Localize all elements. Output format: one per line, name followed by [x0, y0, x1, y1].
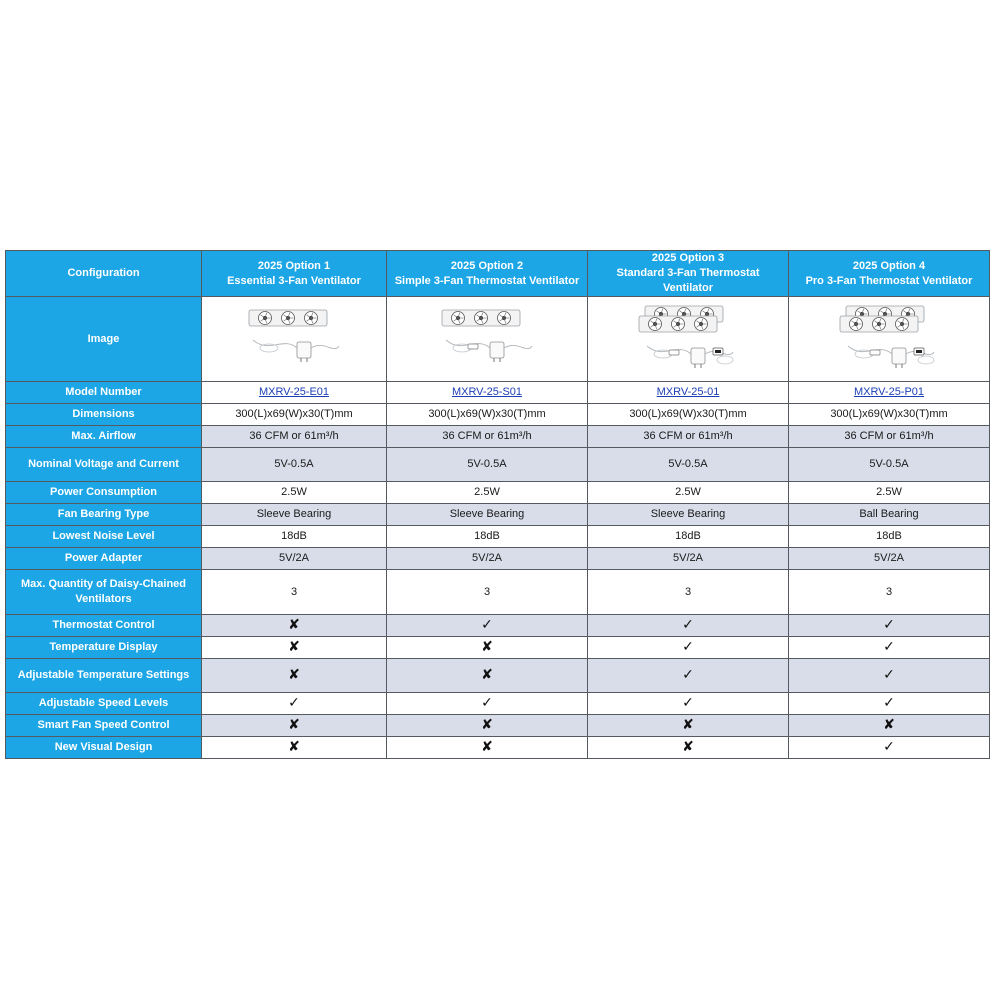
- option-year-label: 2025 Option 2: [450, 259, 524, 272]
- image-row: [6, 297, 990, 382]
- product-image-cell-4: [789, 297, 990, 382]
- row-label: Max. Airflow: [6, 426, 202, 448]
- checkmark-icon: ✓: [883, 638, 895, 654]
- check-icon: [588, 659, 789, 693]
- x-mark-icon: ✘: [288, 738, 300, 754]
- spec-row-nominal-voltage-and-current: [6, 448, 990, 482]
- check-icon: [789, 615, 990, 637]
- spec-value: 5V-0.5A: [789, 448, 990, 482]
- row-label: Adjustable Speed Levels: [6, 693, 202, 715]
- ventilator-product-image: [834, 300, 944, 378]
- spec-row-fan-bearing-type: [6, 504, 990, 526]
- spec-value: 3: [789, 570, 990, 615]
- checkmark-icon: ✓: [481, 694, 493, 710]
- spec-value: 18dB: [202, 526, 387, 548]
- spec-row-temperature-display: [6, 637, 990, 659]
- checkmark-icon: ✓: [883, 694, 895, 710]
- checkmark-icon: ✓: [682, 616, 694, 632]
- spec-value: 300(L)x69(W)x30(T)mm: [387, 404, 588, 426]
- spec-value: 2.5W: [387, 482, 588, 504]
- spec-value: 300(L)x69(W)x30(T)mm: [202, 404, 387, 426]
- spec-value: Sleeve Bearing: [588, 504, 789, 526]
- x-mark-icon: ✘: [288, 638, 300, 654]
- check-icon: [588, 637, 789, 659]
- spec-value: 5V-0.5A: [387, 448, 588, 482]
- header-option-4: [789, 251, 990, 297]
- row-label: Max. Quantity of Daisy-Chained Ventilators: [6, 570, 202, 615]
- checkmark-icon: ✓: [682, 694, 694, 710]
- cross-icon: [387, 737, 588, 759]
- spec-row-smart-fan-speed-control: [6, 715, 990, 737]
- check-icon: [387, 615, 588, 637]
- spec-value: 300(L)x69(W)x30(T)mm: [588, 404, 789, 426]
- spec-row-dimensions: [6, 404, 990, 426]
- spec-value: 2.5W: [588, 482, 789, 504]
- row-label: Adjustable Temperature Settings: [6, 659, 202, 693]
- spec-value: 36 CFM or 61m³/h: [588, 426, 789, 448]
- option-year-label: 2025 Option 3: [651, 252, 725, 264]
- cross-icon: [202, 737, 387, 759]
- spec-value: 5V/2A: [202, 548, 387, 570]
- check-icon: [789, 693, 990, 715]
- row-label: Lowest Noise Level: [6, 526, 202, 548]
- spec-value: 18dB: [588, 526, 789, 548]
- option-product-name: Pro 3-Fan Thermostat Ventilator: [805, 274, 973, 287]
- spec-value: 5V-0.5A: [588, 448, 789, 482]
- cross-icon: [202, 637, 387, 659]
- spec-row-adjustable-speed-levels: [6, 693, 990, 715]
- spec-value: 36 CFM or 61m³/h: [202, 426, 387, 448]
- cross-icon: [789, 715, 990, 737]
- option-product-name: Standard 3-Fan Thermostat Ventilator: [616, 267, 760, 294]
- spec-value: 5V/2A: [588, 548, 789, 570]
- x-mark-icon: ✘: [883, 716, 895, 732]
- model-number-link[interactable]: MXRV-25-P01: [853, 386, 925, 398]
- spec-value: 300(L)x69(W)x30(T)mm: [789, 404, 990, 426]
- spec-value: 2.5W: [789, 482, 990, 504]
- option-product-name: Essential 3-Fan Ventilator: [227, 274, 361, 287]
- row-label: Thermostat Control: [6, 615, 202, 637]
- spec-value: 2.5W: [202, 482, 387, 504]
- row-label: New Visual Design: [6, 737, 202, 759]
- model-number-cell: [789, 382, 990, 404]
- spec-row-thermostat-control: [6, 615, 990, 637]
- row-label: Power Adapter: [6, 548, 202, 570]
- ventilator-product-image: [239, 300, 349, 378]
- x-mark-icon: ✘: [481, 738, 493, 754]
- x-mark-icon: ✘: [481, 638, 493, 654]
- header-option-2: [387, 251, 588, 297]
- row-label: Power Consumption: [6, 482, 202, 504]
- cross-icon: [202, 659, 387, 693]
- check-icon: [789, 637, 990, 659]
- cross-icon: [588, 737, 789, 759]
- spec-value: 5V-0.5A: [202, 448, 387, 482]
- option-year-label: 2025 Option 4: [852, 259, 926, 272]
- spec-row-new-visual-design: [6, 737, 990, 759]
- x-mark-icon: ✘: [481, 666, 493, 682]
- x-mark-icon: ✘: [288, 666, 300, 682]
- check-icon: [588, 693, 789, 715]
- spec-value: 5V/2A: [387, 548, 588, 570]
- x-mark-icon: ✘: [682, 716, 694, 732]
- header-row: [6, 251, 990, 297]
- product-image-cell-3: [588, 297, 789, 382]
- row-label: Dimensions: [6, 404, 202, 426]
- spec-value: 18dB: [387, 526, 588, 548]
- cross-icon: [387, 715, 588, 737]
- row-label-image: Image: [6, 297, 202, 382]
- row-label: Nominal Voltage and Current: [6, 448, 202, 482]
- cross-icon: [588, 715, 789, 737]
- spec-value: 36 CFM or 61m³/h: [789, 426, 990, 448]
- row-label-model-number: Model Number: [6, 382, 202, 404]
- model-number-link[interactable]: MXRV-25-01: [656, 386, 720, 398]
- model-number-row: [6, 382, 990, 404]
- spec-value: Ball Bearing: [789, 504, 990, 526]
- ventilator-product-image: [432, 300, 542, 378]
- spec-value: 36 CFM or 61m³/h: [387, 426, 588, 448]
- check-icon: [387, 693, 588, 715]
- checkmark-icon: ✓: [883, 666, 895, 682]
- cross-icon: [387, 659, 588, 693]
- spec-row-power-adapter: [6, 548, 990, 570]
- model-number-link[interactable]: MXRV-25-S01: [451, 386, 523, 398]
- cross-icon: [387, 637, 588, 659]
- product-image-cell-1: [202, 297, 387, 382]
- row-label: Fan Bearing Type: [6, 504, 202, 526]
- spec-value: 3: [387, 570, 588, 615]
- cross-icon: [202, 715, 387, 737]
- comparison-table-container: [5, 250, 989, 759]
- model-number-cell: [202, 382, 387, 404]
- cross-icon: [202, 615, 387, 637]
- checkmark-icon: ✓: [481, 616, 493, 632]
- header-option-3: [588, 251, 789, 297]
- spec-row-lowest-noise-level: [6, 526, 990, 548]
- model-number-cell: [588, 382, 789, 404]
- x-mark-icon: ✘: [481, 716, 493, 732]
- check-icon: [202, 693, 387, 715]
- row-label: Smart Fan Speed Control: [6, 715, 202, 737]
- check-icon: [588, 615, 789, 637]
- spec-value: Sleeve Bearing: [387, 504, 588, 526]
- x-mark-icon: ✘: [288, 616, 300, 632]
- header-configuration: Configuration: [6, 251, 202, 297]
- check-icon: [789, 737, 990, 759]
- checkmark-icon: ✓: [682, 666, 694, 682]
- spec-value: 3: [202, 570, 387, 615]
- x-mark-icon: ✘: [288, 716, 300, 732]
- x-mark-icon: ✘: [682, 738, 694, 754]
- spec-row-power-consumption: [6, 482, 990, 504]
- model-number-link[interactable]: MXRV-25-E01: [258, 386, 330, 398]
- checkmark-icon: ✓: [288, 694, 300, 710]
- spec-row-max-quantity-of-daisy-chained-ventilators: [6, 570, 990, 615]
- model-number-cell: [387, 382, 588, 404]
- spec-row-adjustable-temperature-settings: [6, 659, 990, 693]
- ventilator-product-image: [633, 300, 743, 378]
- spec-value: 18dB: [789, 526, 990, 548]
- row-label: Temperature Display: [6, 637, 202, 659]
- check-icon: [789, 659, 990, 693]
- checkmark-icon: ✓: [883, 616, 895, 632]
- checkmark-icon: ✓: [883, 738, 895, 754]
- product-image-cell-2: [387, 297, 588, 382]
- spec-row-max-airflow: [6, 426, 990, 448]
- spec-value: 5V/2A: [789, 548, 990, 570]
- spec-value: 3: [588, 570, 789, 615]
- comparison-table: [5, 250, 990, 759]
- spec-value: Sleeve Bearing: [202, 504, 387, 526]
- checkmark-icon: ✓: [682, 638, 694, 654]
- header-option-1: [202, 251, 387, 297]
- option-product-name: Simple 3-Fan Thermostat Ventilator: [394, 274, 580, 287]
- option-year-label: 2025 Option 1: [257, 259, 331, 272]
